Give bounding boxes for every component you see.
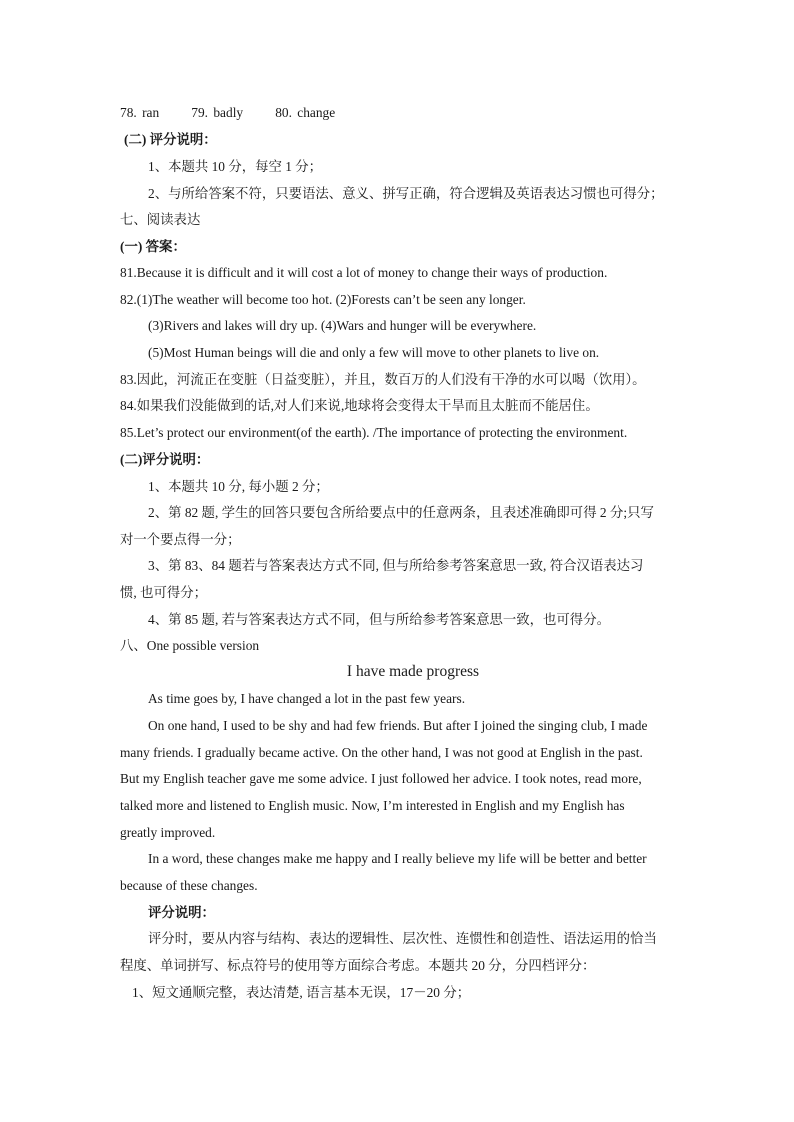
answers-78-80: 78. ran 79. badly 80. change	[120, 105, 336, 120]
section6-scoring-heading: (二) 评分说明：	[124, 132, 217, 147]
section7-answer-heading: (一) 答案：	[120, 239, 186, 254]
section8-heading: 八、One possible version	[120, 638, 260, 653]
section8-scoring-heading: 评分说明：	[148, 905, 215, 920]
essay-paragraph3-line1: In a word, these changes make me happy and I really believe my life will be better and better	[148, 851, 647, 866]
answer-84: 84.如果我们没能做到的话,对人们来说,地球将会变得太干旱而且太脏而不能居住。	[120, 398, 599, 413]
essay-paragraph2-line1: On one hand, I used to be shy and had few friends. But after I joined the singing club, I made	[148, 718, 648, 733]
essay-paragraph2-line2: many friends. I gradually became active. On the other hand, I was not good at English in the past.	[120, 745, 643, 760]
answer-82-line1: 82.(1)The weather will become too hot. (2)Forests can’t be seen any longer.	[120, 292, 526, 307]
answer-82-line3: (5)Most Human beings will die and only a few will move to other planets to live on.	[148, 345, 600, 360]
essay-title: I have made progress	[346, 663, 480, 680]
section7-scoring-2-line1: 2、第 82 题, 学生的回答只要包含所给要点中的任意两条，且表述准确即可得 2 分;只写	[148, 505, 654, 520]
answer-85: 85.Let’s protect our environment(of the earth). /The importance of protecting the environment.	[120, 425, 628, 440]
essay-paragraph2-line5: greatly improved.	[120, 825, 216, 840]
section8-scoring-line2: 程度、单词拼写、标点符号的使用等方面综合考虑。本题共 20 分，分四档评分：	[120, 958, 596, 973]
section7-scoring-4: 4、第 85 题, 若与答案表达方式不同，但与所给参考答案意思一致，也可得分。	[148, 612, 610, 627]
essay-paragraph2-line4: talked more and listened to English music. Now, I’m interested in English and my English has	[120, 798, 625, 813]
answer-82-line2: (3)Rivers and lakes will dry up. (4)Wars and hunger will be everywhere.	[148, 318, 537, 333]
section6-scoring-1: 1、本题共 10 分，每空 1 分；	[148, 159, 323, 174]
essay-paragraph3-line2: because of these changes.	[120, 878, 258, 893]
section7-heading: 七、阅读表达	[120, 212, 201, 227]
section8-scoring-1: 1、短文通顺完整，表达清楚, 语言基本无误，17－20 分；	[132, 985, 471, 1000]
section6-scoring-2: 2、与所给答案不符，只要语法、意义、拼写正确，符合逻辑及英语表达习惯也可得分；	[148, 186, 664, 201]
essay-paragraph2-line3: But my English teacher gave me some advice. I just followed her advice. I took notes, read more,	[120, 771, 642, 786]
section7-scoring-2-line2: 对一个要点得一分；	[120, 532, 241, 547]
section8-scoring-line1: 评分时，要从内容与结构、表达的逻辑性、层次性、连惯性和创造性、语法运用的恰当	[148, 931, 657, 946]
section7-scoring-heading: (二)评分说明：	[120, 452, 210, 467]
answer-81: 81.Because it is difficult and it will cost a lot of money to change their ways of production.	[120, 265, 608, 280]
section7-scoring-3-line1: 3、第 83、84 题若与答案表达方式不同, 但与所给参考答案意思一致, 符合汉语表达习	[148, 558, 644, 573]
answer-83: 83.因此，河流正在变脏（日益变脏），并且，数百万的人们没有干净的水可以喝（饮用）。	[120, 372, 646, 387]
section7-scoring-1: 1、本题共 10 分, 每小题 2 分；	[148, 479, 329, 494]
section7-scoring-3-line2: 惯, 也可得分；	[120, 585, 208, 600]
essay-paragraph1: As time goes by, I have changed a lot in the past few years.	[148, 691, 466, 706]
